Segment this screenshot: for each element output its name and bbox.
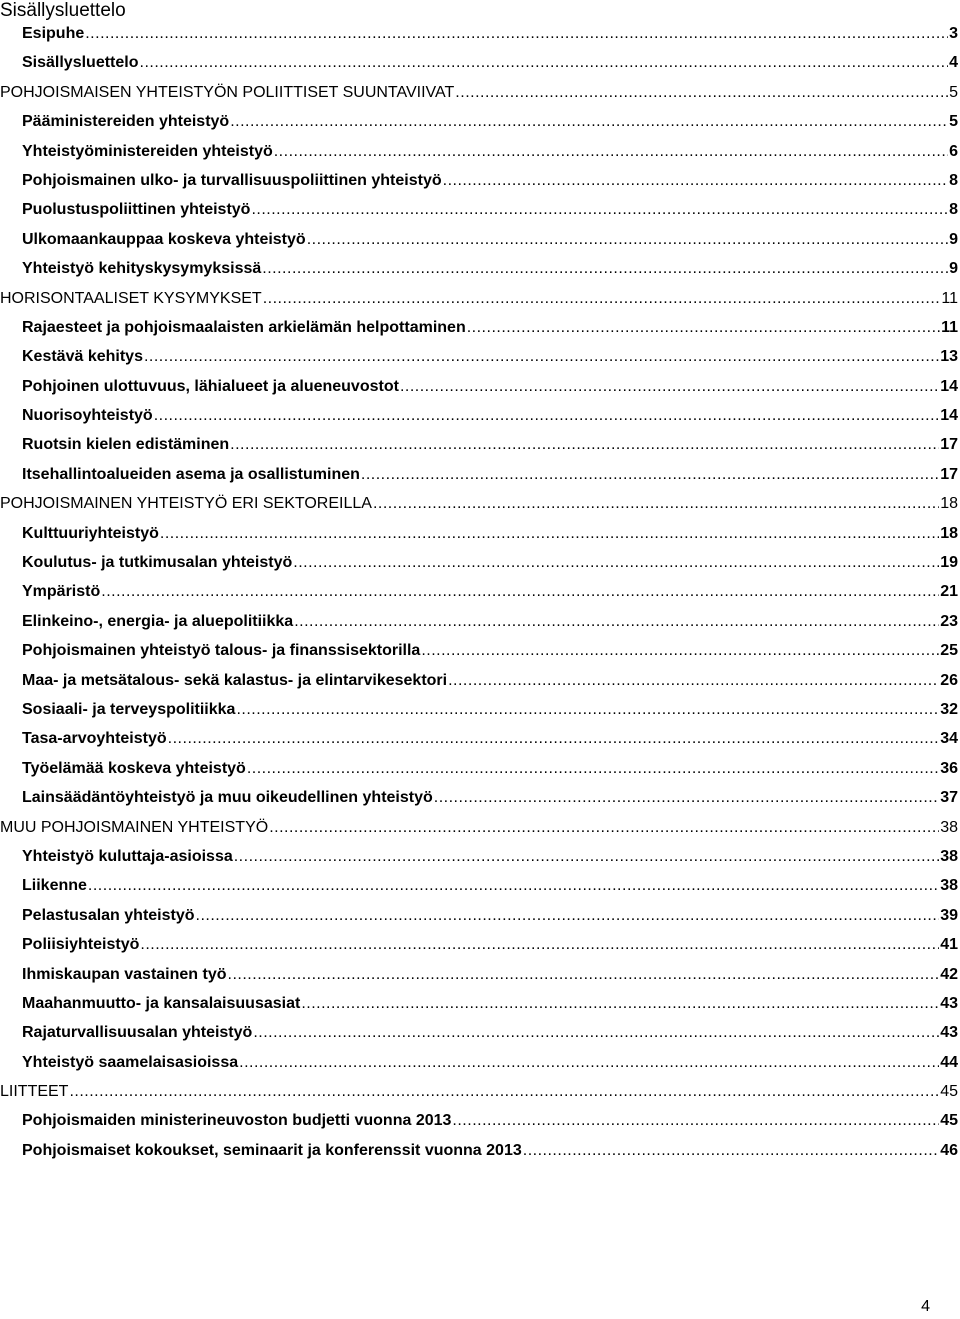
toc-entry[interactable] [0,842,958,871]
toc-entry[interactable] [0,724,958,753]
toc-entry[interactable] [0,225,958,254]
toc-entry[interactable] [0,695,958,724]
toc-entry[interactable] [0,107,958,136]
dot-leader [448,666,939,695]
toc-entry[interactable] [0,901,958,930]
toc-entry-label: Maa- ja metsätalous- sekä kalastus- ja elintarvikesektori [22,671,448,689]
toc-entry-label: HORISONTAALISET KYSYMYKSET [0,289,262,307]
toc-entry[interactable] [0,78,958,107]
toc-entry[interactable] [0,1136,958,1165]
toc-entry[interactable] [0,519,958,548]
toc-entry-label: Koulutus- ja tutkimusalan yhteistyö [22,554,293,572]
dot-leader [234,842,939,871]
toc-entry-label: Ulkomaankauppaa koskeva yhteistyö [22,230,306,248]
toc-entry-page: 34 [940,730,958,748]
toc-entry[interactable] [0,342,958,371]
toc-entry-page: 44 [940,1053,958,1071]
toc-entry-page: 45 [940,1083,958,1101]
toc-entry-label: Kulttuuriyhteistyö [22,524,159,542]
toc-entry-label: Pohjoinen ulottuvuus, lähialueet ja alueneuvostot [22,377,399,395]
toc-entry-page: 4 [949,54,958,72]
dot-leader [247,754,939,783]
toc-entry-label: Pohjoismainen yhteistyö talous- ja finanssisektorilla [22,642,421,660]
toc-entry-page: 14 [940,377,958,395]
toc-entry[interactable] [0,930,958,959]
toc-entry[interactable] [0,19,958,48]
toc-entry-page: 6 [949,142,958,160]
dot-leader [228,960,940,989]
toc-entry-page: 14 [940,407,958,425]
dot-leader [251,195,948,224]
toc-entry[interactable] [0,989,958,1018]
toc-entry-page: 5 [949,83,958,101]
dot-leader [269,813,939,842]
dot-leader [307,225,948,254]
dot-leader [373,489,939,518]
dot-leader [452,1106,939,1135]
toc-entry[interactable] [0,548,958,577]
toc-entry-label: Työelämää koskeva yhteistyö [22,759,246,777]
toc-entry-page: 17 [940,436,958,454]
toc-entry-page: 9 [949,230,958,248]
dot-leader [301,989,939,1018]
toc-entry-label: POHJOISMAISEN YHTEISTYÖN POLIITTISET SUUNTAVIIVAT [0,83,455,101]
dot-leader [196,901,940,930]
toc-entry-label: Pohjoismainen ulko- ja turvallisuuspoliittinen yhteistyö [22,171,442,189]
toc-entry-label: Tasa-arvoyhteistyö [22,730,167,748]
page-number: 4 [921,1298,930,1315]
toc-entry-page: 43 [940,1024,958,1042]
toc-entry-label: Elinkeino-, energia- ja aluepolitiikka [22,612,294,630]
toc-entry-page: 41 [940,936,958,954]
toc-entry-page: 3 [949,25,958,42]
toc-entry[interactable] [0,430,958,459]
toc-entry-label: Ruotsin kielen edistäminen [22,436,230,454]
toc-entry-label: LIITTEET [0,1083,69,1101]
toc-entry-page: 8 [949,201,958,219]
dot-leader [236,695,939,724]
table-of-contents [0,19,958,1165]
toc-entry-page: 37 [940,789,958,807]
toc-entry[interactable] [0,166,958,195]
toc-entry-page: 43 [940,994,958,1012]
page-title: Sisällysluettelo [0,0,126,21]
dot-leader [421,636,939,665]
toc-entry-page: 11 [941,289,958,307]
dot-leader [239,1048,939,1077]
toc-entry-page: 45 [940,1112,958,1130]
toc-entry-label: Sisällysluettelo [22,54,139,72]
toc-entry-label: Sosiaali- ja terveyspolitiikka [22,700,236,718]
dot-leader [168,724,940,753]
dot-leader [88,871,939,900]
dot-leader [523,1136,939,1165]
toc-entry-page: 46 [940,1141,958,1159]
toc-entry-label: Yhteistyö saamelaisasioissa [22,1053,239,1071]
toc-entry-label: Pohjoismaiden ministerineuvoston budjetti vuonna 2013 [22,1112,452,1130]
dot-leader [293,548,939,577]
toc-entry-label: MUU POHJOISMAINEN YHTEISTYÖ [0,818,269,836]
toc-entry-page: 39 [940,906,958,924]
dot-leader [434,783,939,812]
toc-entry-label: Puolustuspoliittinen yhteistyö [22,201,251,219]
toc-entry[interactable] [0,372,958,401]
dot-leader [160,519,939,548]
toc-entry-label: POHJOISMAINEN YHTEISTYÖ ERI SEKTOREILLA [0,495,372,513]
toc-entry-label: Liikenne [22,877,87,895]
toc-entry[interactable] [0,1048,958,1077]
toc-entry-page: 42 [940,965,958,983]
toc-entry-page: 32 [940,700,958,718]
toc-entry[interactable] [0,313,958,342]
toc-entry-label: Rajaturvallisuusalan yhteistyö [22,1024,253,1042]
toc-entry-page: 36 [940,759,958,777]
toc-entry-page: 17 [940,465,958,483]
toc-entry-page: 19 [940,554,958,572]
toc-entry[interactable] [0,871,958,900]
toc-entry-label: Ihmiskaupan vastainen työ [22,965,227,983]
dot-leader [467,313,940,342]
dot-leader [230,430,939,459]
toc-entry[interactable] [0,1018,958,1047]
toc-entry-label: Itsehallintoalueiden asema ja osallistuminen [22,465,360,483]
toc-entry-label: Lainsäädäntöyhteistyö ja muu oikeudellinen yhteistyö [22,789,433,807]
dot-leader [400,372,939,401]
toc-entry[interactable] [0,401,958,430]
toc-entry-page: 18 [940,524,958,542]
dot-leader [85,19,948,48]
toc-entry-label: Yhteistyö kuluttaja-asioissa [22,847,233,865]
toc-entry-page: 38 [940,818,958,836]
toc-entry-label: Esipuhe [22,25,85,42]
toc-entry-page: 25 [940,642,958,660]
toc-entry-label: Yhteistyöministereiden yhteistyö [22,142,273,160]
toc-entry-page: 38 [940,847,958,865]
toc-entry-page: 18 [940,495,958,513]
toc-entry[interactable] [0,1077,958,1106]
toc-entry-label: Pohjoismaiset kokoukset, seminaarit ja konferenssit vuonna 2013 [22,1141,522,1159]
toc-entry[interactable] [0,284,958,313]
toc-entry-page: 8 [949,171,958,189]
toc-entry[interactable] [0,754,958,783]
toc-entry-label: Pääministereiden yhteistyö [22,113,230,131]
toc-entry-page: 23 [940,612,958,630]
dot-leader [253,1018,939,1047]
dot-leader [230,107,948,136]
dot-leader [154,401,940,430]
toc-entry[interactable] [0,783,958,812]
toc-entry[interactable] [0,607,958,636]
toc-entry[interactable] [0,813,958,842]
toc-entry[interactable] [0,460,958,489]
toc-entry-label: Pelastusalan yhteistyö [22,906,195,924]
toc-entry-page: 9 [949,260,958,278]
toc-entry-page: 38 [940,877,958,895]
dot-leader [69,1077,939,1106]
dot-leader [144,342,939,371]
dot-leader [294,607,939,636]
dot-leader [140,930,939,959]
toc-entry[interactable] [0,1106,958,1135]
toc-entry-label: Ympäristö [22,583,101,601]
toc-entry[interactable] [0,254,958,283]
toc-entry-page: 26 [940,671,958,689]
toc-entry[interactable] [0,137,958,166]
toc-entry[interactable] [0,195,958,224]
toc-entry[interactable] [0,666,958,695]
dot-leader [263,284,941,313]
toc-entry-label: Poliisiyhteistyö [22,936,140,954]
toc-entry-label: Yhteistyö kehityskysymyksissä [22,260,262,278]
dot-leader [361,460,939,489]
toc-entry-label: Maahanmuutto- ja kansalaisuusasiat [22,994,301,1012]
toc-entry[interactable] [0,636,958,665]
toc-entry-page: 5 [949,113,958,131]
dot-leader [443,166,948,195]
toc-entry[interactable] [0,577,958,606]
dot-leader [274,137,948,166]
toc-entry-label: Kestävä kehitys [22,348,143,366]
toc-entry-label: Rajaesteet ja pohjoismaalaisten arkielämän helpottaminen [22,318,466,336]
toc-entry[interactable] [0,960,958,989]
toc-entry-page: 13 [940,348,958,366]
dot-leader [455,78,948,107]
toc-entry[interactable] [0,48,958,77]
dot-leader [262,254,948,283]
toc-entry[interactable] [0,489,958,518]
dot-leader [101,577,939,606]
toc-entry-page: 21 [940,583,958,601]
toc-entry-label: Nuorisoyhteistyö [22,407,153,425]
toc-entry-page: 11 [941,318,958,336]
dot-leader [140,48,949,77]
